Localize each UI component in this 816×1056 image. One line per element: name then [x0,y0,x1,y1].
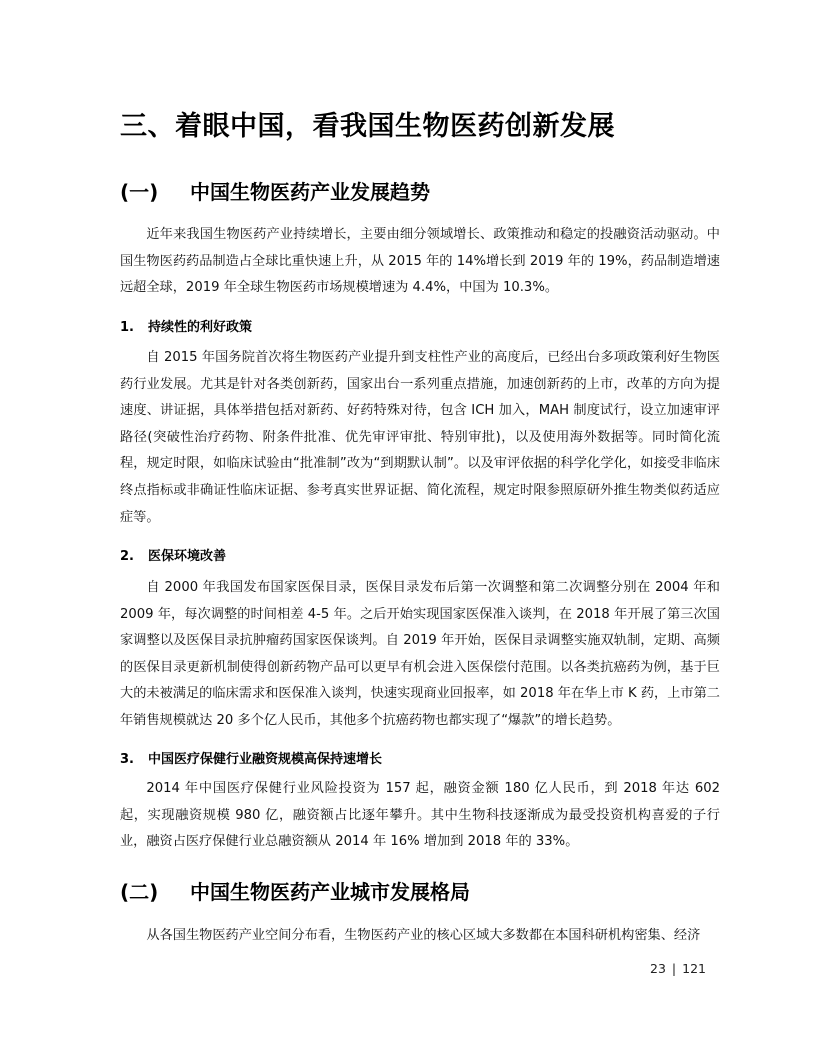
section-number: (二) [120,880,159,904]
page-number-footer [650,961,706,976]
subsection-title: 持续性的利好政策 [148,320,253,335]
section-title: 中国生物医药产业发展趋势 [190,180,430,204]
subsection-number: 2. [120,549,134,564]
subsection-title: 中国医疗保健行业融资规模高保持速增长 [148,752,383,767]
subsection-number: 1. [120,320,134,335]
section-heading-1 [120,176,760,205]
subsection-heading-3 [120,748,720,767]
section-heading-2 [120,876,760,905]
page-separator: | [671,961,677,976]
current-page-number: 23 [650,961,666,976]
subsection-heading-2 [120,545,720,564]
subsection-title: 医保环境改善 [148,549,227,564]
main-heading: 三、着眼中国，看我国生物医药创新发展 [120,111,615,142]
insurance-paragraph: 自 2000 年我国发布国家医保目录，医保目录发布后第一次调整和第二次调整分别在 2004 年和 2009 年，每次调整的时间相差 4-5 年。之后开始实现国家医保准入谈判，在 2018 年开展了第三次国家调整以及医保目录抗肿瘤药国家医保谈判。自 2019 年开始，医保目录调整实施双轨制，定期、高频的医保目录更新机制使得创新药物产品可以更早有机会进入医保偿付范围。以各类抗癌药为例，基于巨大的未被满足的临床需求和医保准入谈判，快速实现商业回报率，如 2018 年在华上市 K 药，上市第二年销售规模就达 20 多个亿人民币，其他多个抗癌药物也都实现了“爆款”的增长趋势。 [120,580,720,728]
total-page-count: 121 [682,961,706,976]
subsection-number: 3. [120,752,134,767]
section-title: 中国生物医药产业城市发展格局 [190,880,470,904]
subsection-heading-1 [120,316,720,335]
financing-paragraph: 2014 年中国医疗保健行业风险投资为 157 起，融资金额 180 亿人民币，到 2018 年达 602 起，实现融资规模 980 亿，融资额占比逐年攀升。其中生物科技逐渐成为最受投资机构喜爱的子行业，融资占医疗保健行业总融资额从 2014 年 16% 增加到 2018 年的 33%。 [120,781,720,850]
section2-intro-paragraph: 从各国生物医药产业空间分布看，生物医药产业的核心区域大多数都在本国科研机构密集、经济 [146,928,701,943]
section-number: (一) [120,180,159,204]
section-intro-paragraph: 近年来我国生物医药产业持续增长，主要由细分领域增长、政策推动和稳定的投融资活动驱动。中国生物医药药品制造占全球比重快速上升，从 2015 年的 14%增长到 2019 年的 19%，药品制造增速远超全球，2019 年全球生物医药市场规模增速为 4.4%，中国为 10.3%。 [120,227,720,296]
policy-paragraph: 自 2015 年国务院首次将生物医药产业提升到支柱性产业的高度后，已经出台多项政策利好生物医药行业发展。尤其是针对各类创新药，国家出台一系列重点措施，加速创新药的上市，改革的方向为提速度、讲证据，具体举措包括对新药、好药特殊对待，包含 ICH 加入，MAH 制度试行，设立加速审评路径(突破性治疗药物、附条件批准、优先审评审批、特别审批)，以及使用海外数据等。同时简化流程，规定时限，如临床试验由“批准制”改为“到期默认制”。以及审评依据的科学化学化，如接受非临床终点指标或非确证性临床证据、参考真实世界证据、简化流程，规定时限参照原研外推生物类似药适应症等。 [120,350,720,525]
